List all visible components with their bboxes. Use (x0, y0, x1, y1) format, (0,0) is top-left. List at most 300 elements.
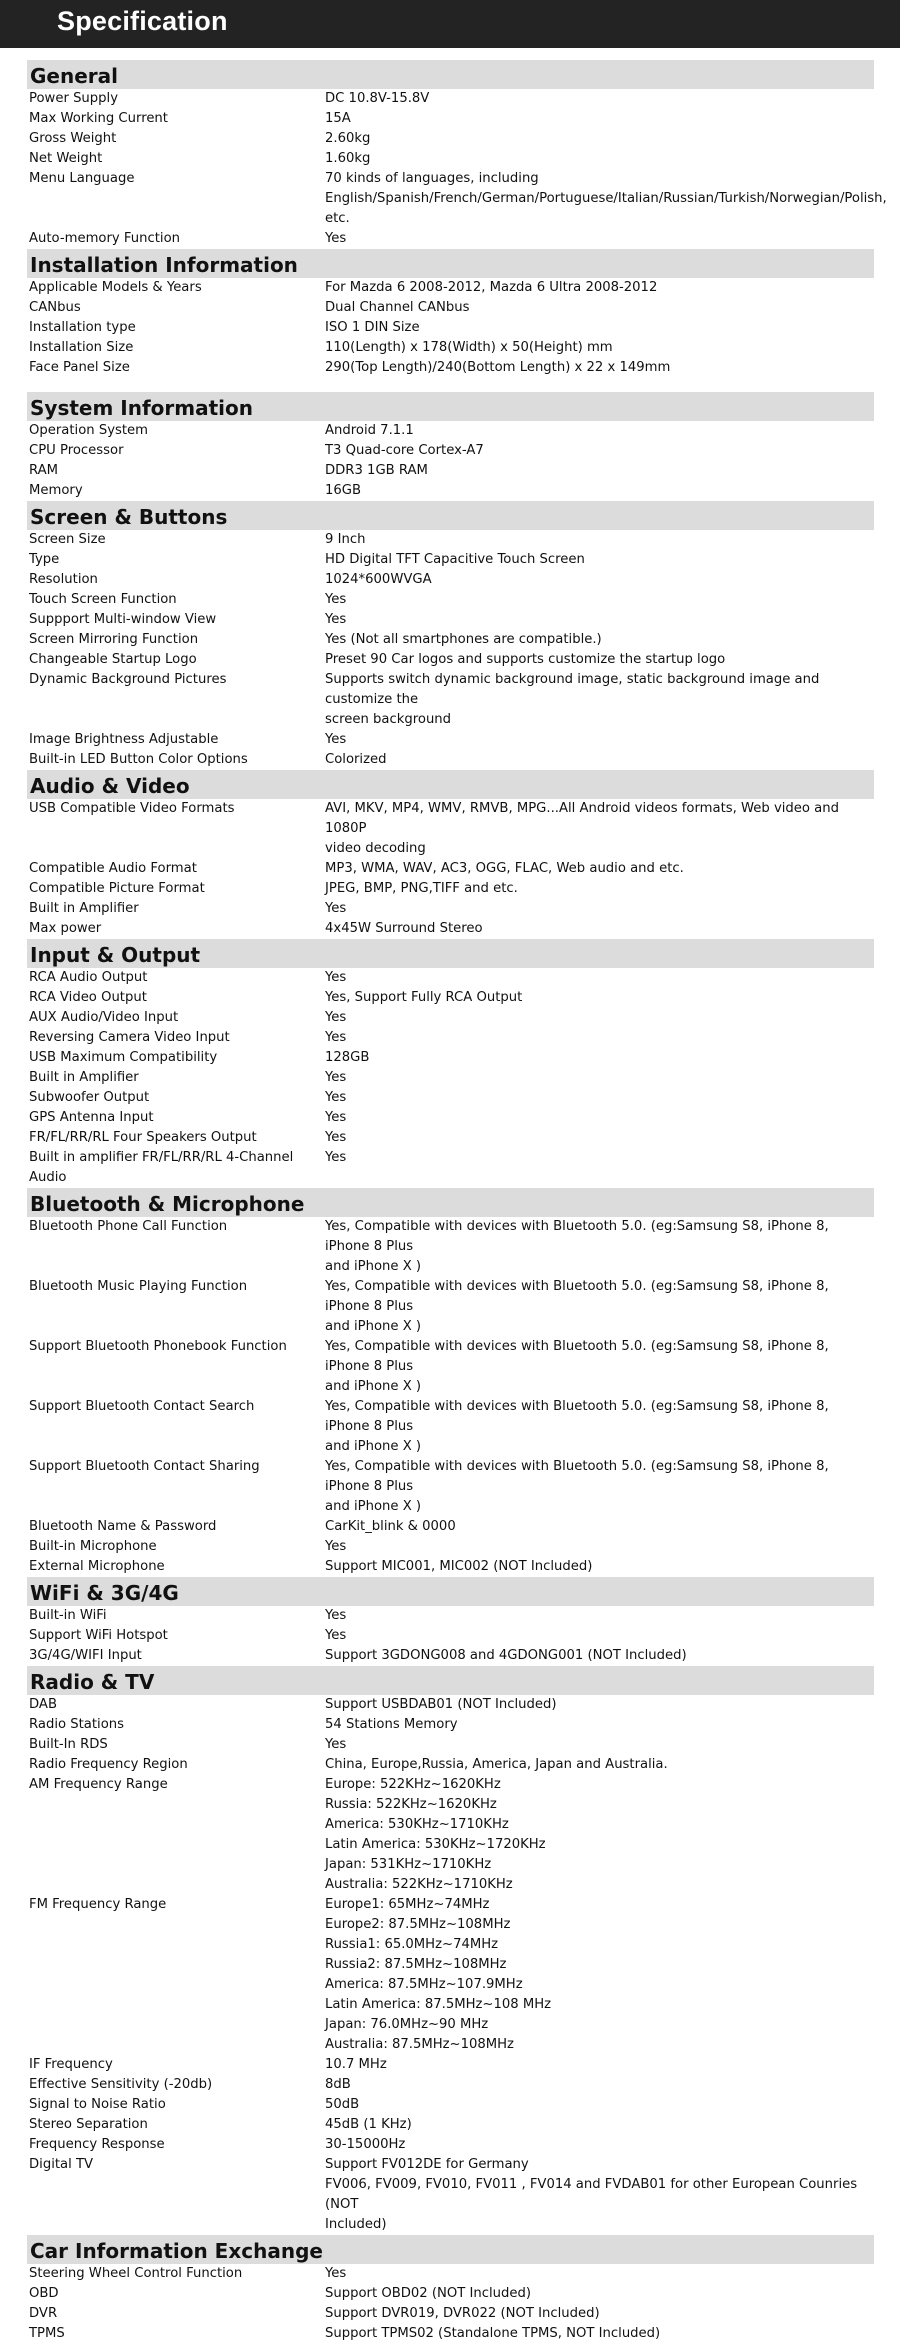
spec-label: Face Panel Size (29, 360, 130, 375)
spec-value-line: 50dB (325, 2097, 360, 2112)
spec-label: Support Bluetooth Contact Sharing (29, 1459, 260, 1474)
spec-label: FR/FL/RR/RL Four Speakers Output (29, 1130, 257, 1145)
spec-label: Reversing Camera Video Input (29, 1030, 230, 1045)
spec-label: External Microphone (29, 1559, 165, 1574)
spec-row (27, 1457, 874, 1517)
spec-value-line: T3 Quad-core Cortex-A7 (325, 443, 484, 458)
spec-value (325, 570, 874, 590)
spec-label: Resolution (29, 572, 98, 587)
spec-label: 3G/4G/WIFI Input (29, 1648, 142, 1663)
section-heading: Audio & Video (27, 770, 874, 799)
spec-value (325, 1088, 874, 1108)
spec-value-line: and iPhone X ) (325, 1379, 422, 1394)
spec-section (27, 1188, 874, 1577)
spec-label: FM Frequency Range (29, 1897, 167, 1912)
spec-value-line: ISO 1 DIN Size (325, 320, 420, 335)
spec-value-line: video decoding (325, 841, 426, 856)
spec-value-line: Support MIC001, MIC002 (NOT Included) (325, 1559, 593, 1574)
spec-value (325, 1755, 874, 1775)
spec-value-line: Included) (325, 2217, 387, 2232)
section-heading: Bluetooth & Microphone (27, 1188, 874, 1217)
spec-value-line: 70 kinds of languages, including (325, 171, 539, 186)
spec-label: GPS Antenna Input (29, 1110, 154, 1125)
spec-row (27, 1108, 874, 1128)
spec-label: Bluetooth Phone Call Function (29, 1219, 228, 1234)
spec-label: Built-In RDS (29, 1737, 108, 1752)
spec-value-line: 4x45W Surround Stereo (325, 921, 483, 936)
spec-value-line: Japan: 76.0MHz~90 MHz (325, 2017, 489, 2032)
spec-label: Max power (29, 921, 102, 936)
spec-value-line: AVI, MKV, MP4, WMV, RMVB, MPG...All Android videos formats, Web video and 1080P (325, 801, 839, 836)
spec-row (27, 1735, 874, 1755)
spec-value-line: DC 10.8V-15.8V (325, 91, 430, 106)
spec-value (325, 89, 874, 109)
spec-label: Subwoofer Output (29, 1090, 150, 1105)
spec-value (325, 1695, 874, 1715)
spec-value (325, 318, 874, 338)
spec-value-line: Supports switch dynamic background image, static background image and customize the (325, 672, 820, 707)
spec-label: CPU Processor (29, 443, 124, 458)
spec-row (27, 1128, 874, 1148)
spec-value-line: 2.60kg (325, 131, 371, 146)
spec-value (325, 670, 874, 730)
spec-value-line: 10.7 MHz (325, 2057, 387, 2072)
spec-row (27, 650, 874, 670)
spec-value (325, 2075, 874, 2095)
spec-value-line: America: 87.5MHz~107.9MHz (325, 1977, 523, 1992)
spec-label: DVR (29, 2306, 58, 2321)
spec-value-line: 8dB (325, 2077, 351, 2092)
spec-value (325, 650, 874, 670)
spec-row (27, 169, 887, 229)
spec-value-line: screen background (325, 712, 452, 727)
spec-value-line: and iPhone X ) (325, 1439, 422, 1454)
spec-row (27, 1695, 874, 1715)
spec-value (325, 1626, 874, 1646)
spec-row (27, 1715, 874, 1735)
spec-row (27, 799, 874, 859)
spec-value (325, 879, 874, 899)
spec-value-line: Yes (325, 1608, 347, 1623)
spec-label: DAB (29, 1697, 57, 1712)
spec-value (325, 358, 874, 378)
spec-section (27, 501, 874, 770)
spec-value (325, 2264, 874, 2284)
spec-value (325, 1735, 874, 1755)
spec-value (325, 1277, 874, 1337)
spec-row (27, 2135, 874, 2155)
spec-value-line: and iPhone X ) (325, 1319, 422, 1334)
spec-value (325, 899, 874, 919)
spec-label: Compatible Picture Format (29, 881, 205, 896)
spec-label: RAM (29, 463, 59, 478)
spec-row (27, 1068, 874, 1088)
spec-label: Applicable Models & Years (29, 280, 202, 295)
spec-value (325, 630, 874, 650)
spec-value (325, 1715, 874, 1735)
spec-value (325, 1537, 874, 1557)
spec-row (27, 229, 874, 249)
spec-row (27, 358, 874, 378)
spec-row (27, 570, 874, 590)
spec-value (325, 2055, 874, 2075)
spec-value (325, 750, 874, 770)
spec-row (27, 1277, 874, 1337)
spec-label: Menu Language (29, 171, 135, 186)
spec-value-line: and iPhone X ) (325, 1259, 422, 1274)
spec-value (325, 1028, 874, 1048)
spec-label: Built-in Microphone (29, 1539, 157, 1554)
spec-value (325, 610, 874, 630)
spec-row (27, 1088, 874, 1108)
spec-value-line: Yes (325, 1539, 347, 1554)
spec-value-line: Yes, Compatible with devices with Bluetooth 5.0. (eg:Samsung S8, iPhone 8, iPhone 8 Plus (325, 1399, 829, 1434)
spec-label: OBD (29, 2286, 59, 2301)
spec-value (325, 1068, 874, 1088)
spec-label: Screen Size (29, 532, 106, 547)
spec-row (27, 919, 874, 939)
spec-value (325, 1397, 874, 1457)
spec-section (27, 392, 874, 501)
spec-row (27, 1626, 874, 1646)
spec-row (27, 1537, 874, 1557)
spec-value (325, 461, 874, 481)
spec-row (27, 1606, 874, 1626)
spec-value (325, 1457, 874, 1517)
spec-value-line: 110(Length) x 178(Width) x 50(Height) mm (325, 340, 613, 355)
spec-row (27, 610, 874, 630)
section-heading: Installation Information (27, 249, 874, 278)
spec-label: Touch Screen Function (29, 592, 177, 607)
spec-row (27, 89, 874, 109)
spec-row (27, 1148, 874, 1188)
spec-value-line: Russia1: 65.0MHz~74MHz (325, 1937, 499, 1952)
spec-value-line: 45dB (1 KHz) (325, 2117, 412, 2132)
spec-label: Built in Amplifier (29, 1070, 139, 1085)
spec-row (27, 550, 874, 570)
spec-label: Suppport Multi-window View (29, 612, 217, 627)
spec-label: AM Frequency Range (29, 1777, 168, 1792)
spec-row (27, 441, 874, 461)
spec-value-line: 30-15000Hz (325, 2137, 406, 2152)
spec-value-line: 15A (325, 111, 351, 126)
spec-value-line: Yes (325, 592, 347, 607)
spec-row (27, 298, 874, 318)
spec-row (27, 278, 874, 298)
spec-label: Signal to Noise Ratio (29, 2097, 166, 2112)
spec-row (27, 630, 874, 650)
spec-label: Built-in WiFi (29, 1608, 107, 1623)
section-heading: Input & Output (27, 939, 874, 968)
spec-value-line: Japan: 531KHz~1710KHz (325, 1857, 492, 1872)
spec-value-line: and iPhone X ) (325, 1499, 422, 1514)
spec-section (27, 2235, 874, 2344)
spec-value (325, 1008, 874, 1028)
spec-row (27, 590, 874, 610)
spec-section (27, 1666, 874, 2235)
spec-value-line: Yes (325, 1737, 347, 1752)
spec-row (27, 530, 874, 550)
spec-row (27, 461, 874, 481)
spec-label: IF Frequency (29, 2057, 113, 2072)
spec-label: Built-in LED Button Color Options (29, 752, 248, 767)
spec-row (27, 149, 874, 169)
spec-label: Auto-memory Function (29, 231, 181, 246)
spec-label: Effective Sensitivity (-20db) (29, 2077, 213, 2092)
spec-value (325, 2155, 874, 2235)
spec-label: Frequency Response (29, 2137, 165, 2152)
spec-row (27, 1217, 874, 1277)
spec-label: USB Compatible Video Formats (29, 801, 235, 816)
spec-label: Type (29, 552, 60, 567)
spec-value-line: For Mazda 6 2008-2012, Mazda 6 Ultra 2008-2012 (325, 280, 658, 295)
spec-value-line: Australia: 522KHz~1710KHz (325, 1877, 513, 1892)
spec-value (325, 1775, 874, 1895)
spec-row (27, 481, 874, 501)
spec-value (325, 799, 874, 859)
spec-row (27, 1048, 874, 1068)
spec-value (325, 298, 874, 318)
spec-value-line: Australia: 87.5MHz~108MHz (325, 2037, 514, 2052)
spec-value (325, 988, 874, 1008)
spec-row (27, 2095, 874, 2115)
section-heading: System Information (27, 392, 874, 421)
spec-label: Installation Size (29, 340, 134, 355)
section-heading: Screen & Buttons (27, 501, 874, 530)
spec-section (27, 770, 874, 939)
spec-value-line: Yes (325, 1110, 347, 1125)
spec-value (325, 968, 874, 988)
spec-value-line: Yes, Compatible with devices with Bluetooth 5.0. (eg:Samsung S8, iPhone 8, iPhone 8 Plus (325, 1219, 829, 1254)
spec-row (27, 2115, 874, 2135)
spec-value-line: Yes (325, 732, 347, 747)
spec-value (325, 1606, 874, 1626)
spec-value-line: Yes (325, 1090, 347, 1105)
spec-value-line: 128GB (325, 1050, 370, 1065)
spec-value-line: Russia2: 87.5MHz~108MHz (325, 1957, 507, 1972)
spec-value-line: 290(Top Length)/240(Bottom Length) x 22 x 149mm (325, 360, 671, 375)
spec-value-line: Support 3GDONG008 and 4GDONG001 (NOT Included) (325, 1648, 687, 1663)
spec-value (325, 2284, 874, 2304)
section-heading: General (27, 60, 874, 89)
spec-row (27, 2284, 874, 2304)
spec-section (27, 249, 874, 378)
spec-value (325, 2324, 874, 2344)
spec-value-line: Yes (325, 231, 347, 246)
spec-row (27, 1557, 874, 1577)
spec-value-line: Support OBD02 (NOT Included) (325, 2286, 532, 2301)
spec-value-line: Yes (325, 1150, 347, 1165)
spec-value-line: Europe: 522KHz~1620KHz (325, 1777, 501, 1792)
spec-value (325, 1517, 874, 1537)
spec-value (325, 1217, 874, 1277)
spec-row (27, 421, 874, 441)
spec-value (325, 1646, 874, 1666)
spec-row (27, 750, 874, 770)
spec-label: Screen Mirroring Function (29, 632, 199, 647)
spec-value (325, 229, 874, 249)
spec-value-line: Android 7.1.1 (325, 423, 414, 438)
spec-row (27, 670, 874, 730)
spec-row (27, 968, 874, 988)
spec-label: AUX Audio/Video Input (29, 1010, 179, 1025)
spec-value (325, 730, 874, 750)
spec-value (325, 2135, 874, 2155)
spec-value-line: Yes (325, 612, 347, 627)
spec-section (27, 60, 887, 249)
spec-value (325, 1108, 874, 1128)
spec-row (27, 338, 874, 358)
spec-value-line: Yes (325, 1130, 347, 1145)
header-banner (0, 0, 900, 48)
spec-value-line: China, Europe,Russia, America, Japan and Australia. (325, 1757, 668, 1772)
section-heading: Car Information Exchange (27, 2235, 874, 2264)
spec-value-line: Yes (325, 2266, 347, 2281)
spec-row (27, 859, 874, 879)
spec-row (27, 2155, 874, 2235)
spec-value-line: Yes (325, 970, 347, 985)
spec-value-line: FV006, FV009, FV010, FV011 , FV014 and FVDAB01 for other European Counries (NOT (325, 2177, 858, 2212)
spec-value-line: 54 Stations Memory (325, 1717, 458, 1732)
spec-label: Built in Amplifier (29, 901, 139, 916)
spec-row (27, 1008, 874, 1028)
spec-row (27, 2304, 874, 2324)
spec-value-line: Preset 90 Car logos and supports customize the startup logo (325, 652, 726, 667)
spec-label: Support Bluetooth Contact Search (29, 1399, 255, 1414)
spec-row (27, 1397, 874, 1457)
spec-label: USB Maximum Compatibility (29, 1050, 218, 1065)
spec-value (325, 441, 874, 461)
spec-value (325, 590, 874, 610)
spec-value-line: Yes (325, 1030, 347, 1045)
spec-value (325, 1895, 874, 2055)
spec-value-line: Dual Channel CANbus (325, 300, 470, 315)
spec-label: Memory (29, 483, 83, 498)
spec-label: Power Supply (29, 91, 119, 106)
spec-value (325, 530, 874, 550)
spec-value-line: Support USBDAB01 (NOT Included) (325, 1697, 557, 1712)
spec-value-line: 1.60kg (325, 151, 371, 166)
spec-label: Max Working Current (29, 111, 168, 126)
spec-row (27, 1646, 874, 1666)
spec-value-line: DDR3 1GB RAM (325, 463, 428, 478)
spec-label: Net Weight (29, 151, 103, 166)
spec-value (325, 481, 874, 501)
spec-value-line: Support TPMS02 (Standalone TPMS, NOT Included) (325, 2326, 661, 2341)
spec-value (325, 919, 874, 939)
spec-value-line: Europe1: 65MHz~74MHz (325, 1897, 490, 1912)
spec-row (27, 318, 874, 338)
spec-value (325, 859, 874, 879)
spec-row (27, 129, 874, 149)
spec-value-line: Yes (325, 1628, 347, 1643)
spec-value-line: Yes (325, 901, 347, 916)
spec-label: Installation type (29, 320, 136, 335)
spec-value (325, 169, 891, 229)
spec-value-line: JPEG, BMP, PNG,TIFF and etc. (325, 881, 518, 896)
spec-value-line: HD Digital TFT Capacitive Touch Screen (325, 552, 585, 567)
spec-value-line: CarKit_blink & 0000 (325, 1519, 456, 1534)
spec-value-line: Latin America: 87.5MHz~108 MHz (325, 1997, 552, 2012)
spec-value (325, 550, 874, 570)
spec-value-line: Latin America: 530KHz~1720KHz (325, 1837, 546, 1852)
spec-value-line: Colorized (325, 752, 387, 767)
spec-value-line: 16GB (325, 483, 362, 498)
section-heading: Radio & TV (27, 1666, 874, 1695)
spec-row (27, 1895, 874, 2055)
spec-label: Built in amplifier FR/FL/RR/RL 4-Channel Audio (29, 1150, 294, 1185)
spec-value (325, 1557, 874, 1577)
spec-row (27, 1755, 874, 1775)
spec-value-line: 1024*600WVGA (325, 572, 432, 587)
spec-value (325, 129, 874, 149)
page-title: Specification (57, 6, 228, 36)
spec-label: Image Brightness Adjustable (29, 732, 219, 747)
spec-label: Steering Wheel Control Function (29, 2266, 243, 2281)
spec-value (325, 1128, 874, 1148)
spec-value (325, 109, 874, 129)
spec-value-line: Yes, Compatible with devices with Bluetooth 5.0. (eg:Samsung S8, iPhone 8, iPhone 8 Plus (325, 1459, 829, 1494)
spec-row (27, 2324, 874, 2344)
spec-value (325, 1148, 874, 1188)
spec-label: TPMS (29, 2326, 65, 2341)
spec-row (27, 730, 874, 750)
spec-value (325, 338, 874, 358)
spec-table (27, 60, 887, 2344)
spec-label: Operation System (29, 423, 148, 438)
spec-value-line: Yes, Compatible with devices with Bluetooth 5.0. (eg:Samsung S8, iPhone 8, iPhone 8 Plus (325, 1279, 829, 1314)
spec-value-line: English/Spanish/French/German/Portuguese/Italian/Russian/Turkish/Norwegian/Polish, (325, 191, 887, 206)
spec-value (325, 421, 874, 441)
spec-value-line: America: 530KHz~1710KHz (325, 1817, 509, 1832)
section-heading: WiFi & 3G/4G (27, 1577, 874, 1606)
spec-row (27, 2075, 874, 2095)
spec-row (27, 988, 874, 1008)
spec-value-line: Yes (325, 1010, 347, 1025)
spec-row (27, 2264, 874, 2284)
spec-value-line: Support FV012DE for Germany (325, 2157, 529, 2172)
spec-row (27, 1028, 874, 1048)
spec-row (27, 109, 874, 129)
spec-label: Changeable Startup Logo (29, 652, 197, 667)
spec-label: Dynamic Background Pictures (29, 672, 227, 687)
spec-value-line: Yes (Not all smartphones are compatible.) (325, 632, 602, 647)
spec-value (325, 2115, 874, 2135)
spec-value-line: Europe2: 87.5MHz~108MHz (325, 1917, 511, 1932)
spec-value (325, 2095, 874, 2115)
spec-value-line: Yes, Support Fully RCA Output (325, 990, 523, 1005)
spec-label: Radio Stations (29, 1717, 125, 1732)
spec-label: RCA Video Output (29, 990, 147, 1005)
spec-label: Support WiFi Hotspot (29, 1628, 168, 1643)
spec-value (325, 1337, 874, 1397)
spec-value (325, 149, 874, 169)
spec-value-line: Support DVR019, DVR022 (NOT Included) (325, 2306, 600, 2321)
spec-label: Radio Frequency Region (29, 1757, 188, 1772)
spec-label: Bluetooth Name & Password (29, 1519, 217, 1534)
spec-label: CANbus (29, 300, 81, 315)
spec-value-line: Yes (325, 1070, 347, 1085)
spec-label: Gross Weight (29, 131, 117, 146)
spec-value-line: Yes, Compatible with devices with Bluetooth 5.0. (eg:Samsung S8, iPhone 8, iPhone 8 Plus (325, 1339, 829, 1374)
spec-row (27, 2055, 874, 2075)
spec-section (27, 1577, 874, 1666)
spec-row (27, 899, 874, 919)
section-gap (27, 378, 874, 392)
spec-row (27, 1517, 874, 1537)
spec-value-line: Russia: 522KHz~1620KHz (325, 1797, 497, 1812)
spec-value (325, 1048, 874, 1068)
